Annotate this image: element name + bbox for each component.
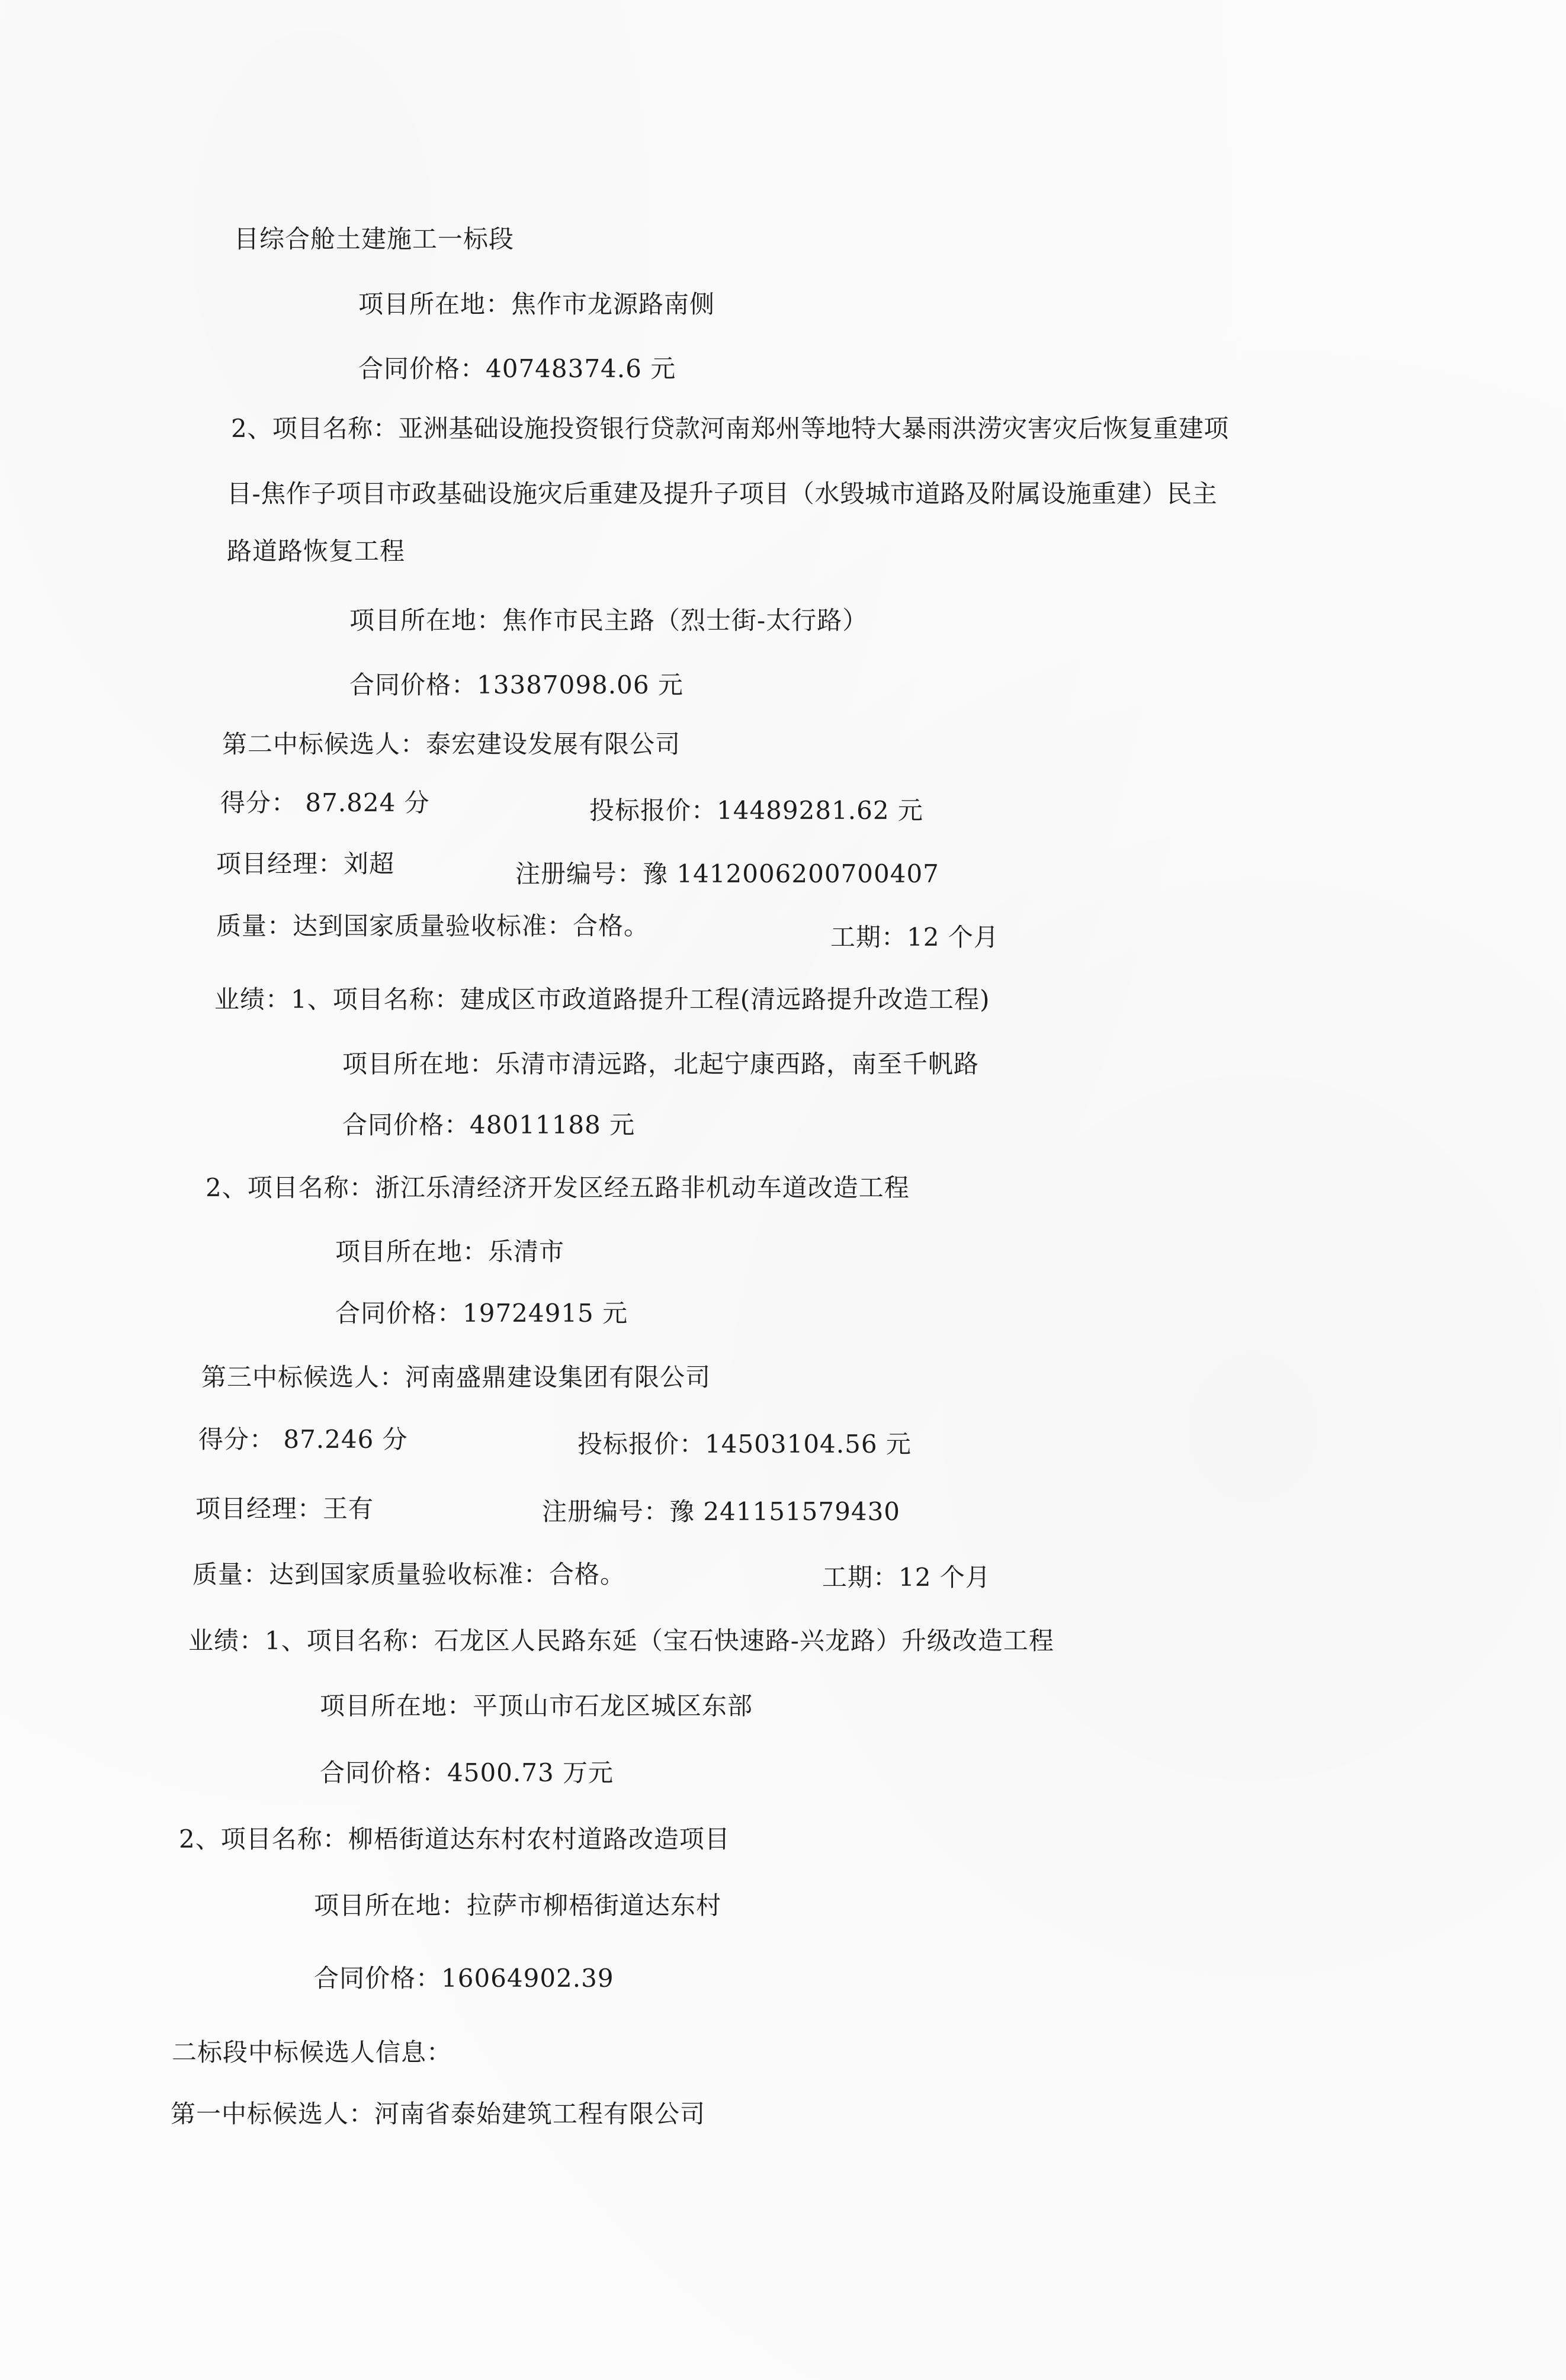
third-candidate-title: 第三中标候选人：河南盛鼎建设集团有限公司 <box>201 1363 711 1392</box>
performance-contract-price: 合同价格：16064902.39 <box>314 1964 614 1993</box>
candidate-bid-price: 投标报价：14503104.56 元 <box>577 1430 912 1459</box>
project-name-continuation: 目综合舱土建施工一标段 <box>234 224 515 253</box>
performance-project-name: 业绩：1、项目名称：建成区市政道路提升工程(清远路提升改造工程) <box>214 985 990 1014</box>
performance-contract-price: 合同价格：19724915 元 <box>335 1299 628 1328</box>
performance-project-name: 2、项目名称：浙江乐清经济开发区经五路非机动车道改造工程 <box>206 1173 910 1202</box>
project-name-line: 路道路恢复工程 <box>227 537 406 566</box>
performance-project-location: 项目所在地：拉萨市柳梧街道达东村 <box>314 1891 722 1920</box>
candidate-score: 得分： 87.824 分 <box>220 788 430 817</box>
project-manager: 项目经理：王有 <box>195 1494 374 1523</box>
quality-standard: 质量：达到国家质量验收标准：合格。 <box>216 911 650 940</box>
first-candidate-title: 第一中标候选人：河南省泰始建筑工程有限公司 <box>171 2099 706 2128</box>
registration-number: 注册编号：豫 241151579430 <box>542 1497 901 1526</box>
project-location: 项目所在地：焦作市民主路（烈士街-太行路） <box>349 606 868 635</box>
construction-period: 工期：12 个月 <box>830 923 999 952</box>
performance-project-name: 2、项目名称：柳梧街道达东村农村道路改造项目 <box>179 1825 730 1854</box>
performance-project-name: 业绩：1、项目名称：石龙区人民路东延（宝石快速路-兴龙路）升级改造工程 <box>188 1626 1054 1655</box>
candidate-bid-price: 投标报价：14489281.62 元 <box>589 796 923 825</box>
performance-contract-price: 合同价格：4500.73 万元 <box>320 1758 614 1787</box>
performance-project-location: 项目所在地：乐清市 <box>335 1237 565 1266</box>
candidate-score: 得分： 87.246 分 <box>198 1425 408 1454</box>
performance-project-location: 项目所在地：乐清市清远路，北起宁康西路，南至千帆路 <box>342 1049 980 1078</box>
project-name-line: 目-焦作子项目市政基础设施灾后重建及提升子项目（水毁城市道路及附属设施重建）民主 <box>227 479 1218 508</box>
registration-number: 注册编号：豫 1412006200700407 <box>515 859 939 888</box>
construction-period: 工期：12 个月 <box>822 1563 991 1592</box>
project-location: 项目所在地：焦作市龙源路南侧 <box>358 290 715 319</box>
performance-contract-price: 合同价格：48011188 元 <box>342 1110 636 1139</box>
performance-project-location: 项目所在地：平顶山市石龙区城区东部 <box>320 1691 753 1720</box>
contract-price: 合同价格：13387098.06 元 <box>349 670 683 699</box>
project-manager: 项目经理：刘超 <box>216 849 395 878</box>
project-name-line: 2、项目名称：亚洲基础设施投资银行贷款河南郑州等地特大暴雨洪涝灾害灾后恢复重建项 <box>231 414 1229 443</box>
quality-standard: 质量：达到国家质量验收标准：合格。 <box>192 1560 626 1589</box>
contract-price: 合同价格：40748374.6 元 <box>358 354 676 383</box>
second-candidate-title: 第二中标候选人：泰宏建设发展有限公司 <box>222 730 681 759</box>
section-heading: 二标段中标候选人信息： <box>172 2038 453 2067</box>
